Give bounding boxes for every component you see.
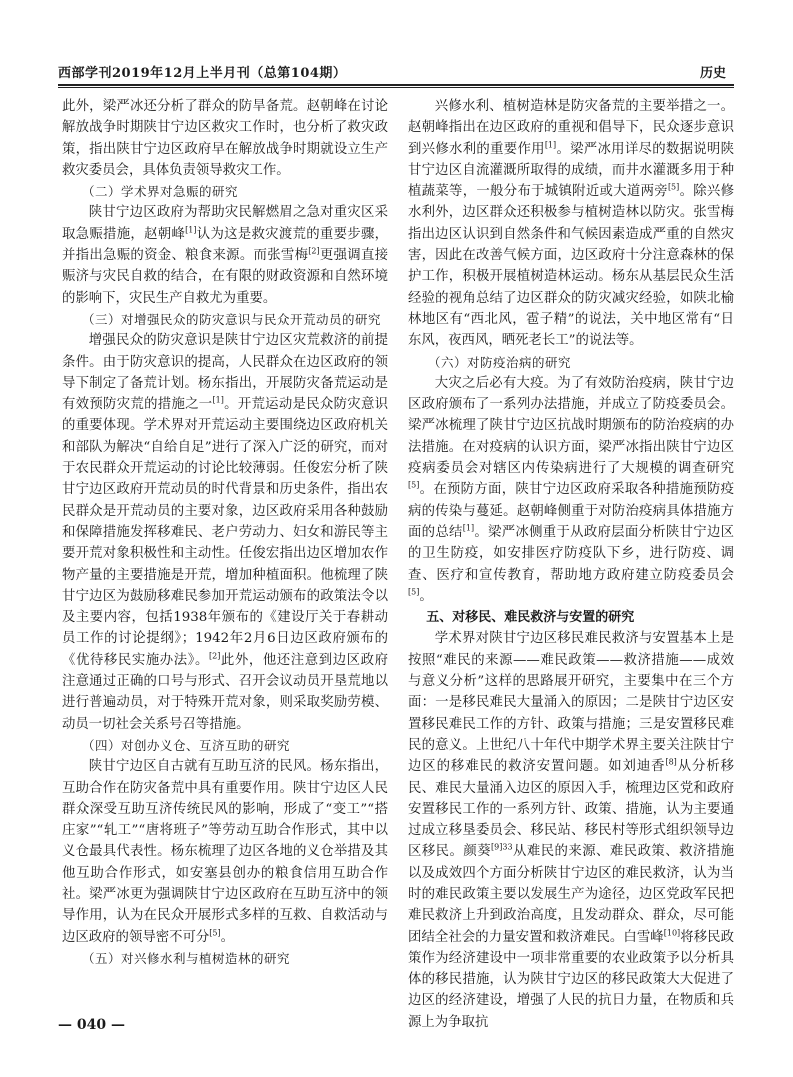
paragraph — [62, 756, 388, 948]
text-run: 此外，梁严冰还分析了群众的防旱备荒。赵朝峰在讨论解放战争时期陕甘宁边区救灾工作时，也分析了救灾政策，指出陕甘宁边区政府早在解放战争时期就设立生产救灾委员会，具体负责领导救灾工作。 — [62, 99, 388, 178]
section-heading: （三）对增强民众的防灾意识与民众开荒动员的研究 — [82, 311, 382, 327]
paragraph — [62, 202, 388, 308]
paragraph — [62, 96, 388, 181]
text-run: 从分析移民、难民大量涌入边区的原因入手，梳理边区党和政府安置移民工作的一系列方针、政策、措施，认为主要通过成立移垦委员会、移民站、移民村等形式组织领导边区移民。颜葵 — [408, 759, 735, 860]
section-heading: 五、对移民、难民救济与安置的研究 — [426, 610, 635, 626]
page-number: — 040 — — [58, 1017, 125, 1033]
section-heading: （四）对创办义仓、互济互助的研究 — [82, 737, 291, 753]
text-run: 此外，他还注意到边区政府注意通过正确的口号与形式、召开会议动员开垦荒地以进行普遍动员，对于特殊开荒对象，则采取奖励劳模、动员一切社会关系号召等措施。 — [62, 652, 389, 732]
section-heading: （二）学术界对急赈的研究 — [82, 184, 239, 200]
text-run: 将移民政策作为经济建设中一项非常重要的农业政策予以分析具体的移民措施，认为陕甘宁边区的移民政策大大促进了边区的经济建设，增强了人民的抗日力量，在物质和兵源上为争取抗 — [408, 929, 735, 1030]
text-run: 。 — [419, 588, 433, 604]
paragraph — [408, 373, 734, 607]
text-run: 更强调直接赈济与灾民自救的结合，在有限的财政资源和自然环境的影响下，灾民生产自救尤为重要。 — [62, 248, 389, 306]
paragraph — [408, 96, 734, 352]
section-label: 历史 — [699, 66, 726, 81]
paragraph — [62, 330, 388, 735]
text-run: 。在预防方面，陕甘宁边区政府采取各种措施预防疫病的传染与蔓延。赵朝峰侧重于对防治疫病具体措施方面的总结 — [408, 482, 734, 540]
text-run: 增强民众的防灾意识是陕甘宁边区灾荒救济的前提条件。由于防灾意识的提高，人民群众在边区政府的领导下制定了备荒计划。杨东指出，开展防灾备荒运动是有效预防灾荒的措施之一 — [62, 333, 388, 413]
text-run: 大灾之后必有大疫。为了有效防治疫病，陕甘宁边区政府颁布了一系列办法措施，并成立了防疫委员会。梁严冰梳理了陕甘宁边区抗战时期颁布的防治疫病的办法措施。在对疫病的认识方面，梁严冰指出陕甘宁边区疫病委员会对辖区内传染病进行了大规模的调查研究 — [408, 375, 734, 477]
citation-mark: [5] — [667, 182, 680, 192]
text-run: 认为这是救灾渡荒的重要步骤，并指出急赈的资金、粮食来源。而张雪梅 — [62, 226, 389, 264]
citation-mark: [2] — [308, 246, 320, 256]
citation-mark: [1] — [212, 395, 224, 405]
running-header — [58, 62, 734, 82]
citation-mark: [5] — [408, 480, 420, 490]
left-column — [62, 96, 388, 969]
citation-mark: [2] — [209, 651, 221, 661]
citation-mark: [10] — [663, 928, 681, 938]
text-run: 学术界对陕甘宁边区移民难民救济与安置基本上是按照“难民的来源——难民政策——救济措施——成效与意义分析”这样的思路展开研究，主要集中在三个方面：一是移民难民大量涌入的原因；二是陕甘宁边区安置移民难民工作的方针、政策与措施；三是安置移民难民的意义。上世纪八十年代中期学术界主要关注陕甘宁边区的移难民的救济安置问题。如刘迪香 — [408, 631, 734, 775]
text-run: 陕甘宁边区自古就有互助互济的民风。杨东指出，互助合作在防灾备荒中具有重要作用。陕甘宁边区人民群众深受互助互济传统民风的影响，形成了“变工”“搭庄家”“轧工”“唐将班子”等劳动互助合作形式，其中以义仓最具代表性。杨东梳理了边区各地的义仓举措及其他互助合作形式，如安塞县创办的粮食信用互助合作社。梁严冰更为强调陕甘宁边区政府在互助互济中的领导作用，认为在民众开展形式多样的互救、自救活动与边区政府的领导密不可分 — [62, 759, 388, 945]
citation-mark: [5] — [209, 928, 221, 938]
text-run: 。梁严冰用详尽的数据说明陕甘宁边区自流灌溉所取得的成绩，而井水灌溉多用于种植蔬菜等，一般分布于城镇附近或大道两旁 — [408, 141, 735, 200]
citation-mark: [1] — [462, 523, 475, 533]
header-rule-thick — [58, 84, 734, 86]
text-run: 。梁严冰侧重于从政府层面分析陕甘宁边区的卫生防疫，如安排医疗防疫队下乡，进行防疫、调查、医疗和宣传教育，帮助地方政府建立防疫委员会 — [408, 524, 735, 583]
header-rule-thin — [58, 87, 734, 88]
text-run: 。开荒运动是民众防灾意识的重要体现。学术界对开荒运动主要围绕边区政府机关和部队为解决“自给自足”进行了深入广泛的研究，而对于农民群众开荒运动的讨论比较薄弱。任俊宏分析了陕甘宁边区政府开荒动员的时代背景和历史条件，指出农民群众是开荒动员的主要对象，边区政府采用各种鼓励和保障措施发挥移难民、老户劳动力、妇女和游民等主要开荒对象积极性和主动性。任俊宏指出边区增加农作物产量的主要措施是开荒，增加种植面积。他梳理了陕甘宁边区为鼓励移难民参加开荒运动颁布的政策法令以及主要内容，包括1938年颁布的《建设厅关于春耕动员工作的讨论提纲》；1942年2月6日边区政府颁布的《优待移民实施办法》。 — [62, 397, 389, 668]
citation-mark: [1] — [185, 225, 197, 235]
citation-mark: [1] — [544, 140, 557, 150]
paragraph — [408, 628, 734, 1033]
section-heading: （六）对防疫治病的研究 — [428, 354, 572, 370]
citation-mark: [9]33 — [491, 842, 513, 852]
text-run: 兴修水利、植树造林是防灾备荒的主要举措之一。赵朝峰指出在边区政府的重视和倡导下，民众逐步意识到兴修水利的重要作用 — [408, 99, 734, 157]
journal-title: 西部学刊2019年12月上半月刊（总第104期） — [58, 66, 347, 81]
citation-mark: [8] — [665, 757, 677, 767]
citation-mark: [5] — [408, 587, 420, 597]
text-run: 。除兴修水利外，边区群众还积极参与植树造林以防灾。张雪梅指出边区认识到自然条件和气候因素造成严重的自然灾害，因此在改善气候方面，边区政府十分注意森林的保护工作，积极开展植树造林运动。杨东从基层民众生活经验的视角总结了边区群众的防灾减灾经验，如陕北榆林地区有“西北风，雹子精”的说法，关中地区常有“日东风，夜西风，晒死老长工”的说法等。 — [408, 184, 735, 349]
section-heading: （五）对兴修水利与植树造林的研究 — [82, 950, 291, 966]
text-run: 。 — [220, 929, 235, 945]
text-run: 从难民的来源、难民政策、救济措施以及成效四个方面分析陕甘宁边区的难民救济，认为当时的难民政策主要以发展生产为途径，边区党政军民把难民救济上升到政治高度，且发动群众、群众，尽可能团结全社会的力量安置和救济难民。白雪峰 — [408, 844, 735, 945]
text-run: 陕甘宁边区政府为帮助灾民解燃眉之急对重灾区采取急赈措施，赵朝峰 — [62, 205, 388, 242]
right-column — [408, 96, 734, 1033]
